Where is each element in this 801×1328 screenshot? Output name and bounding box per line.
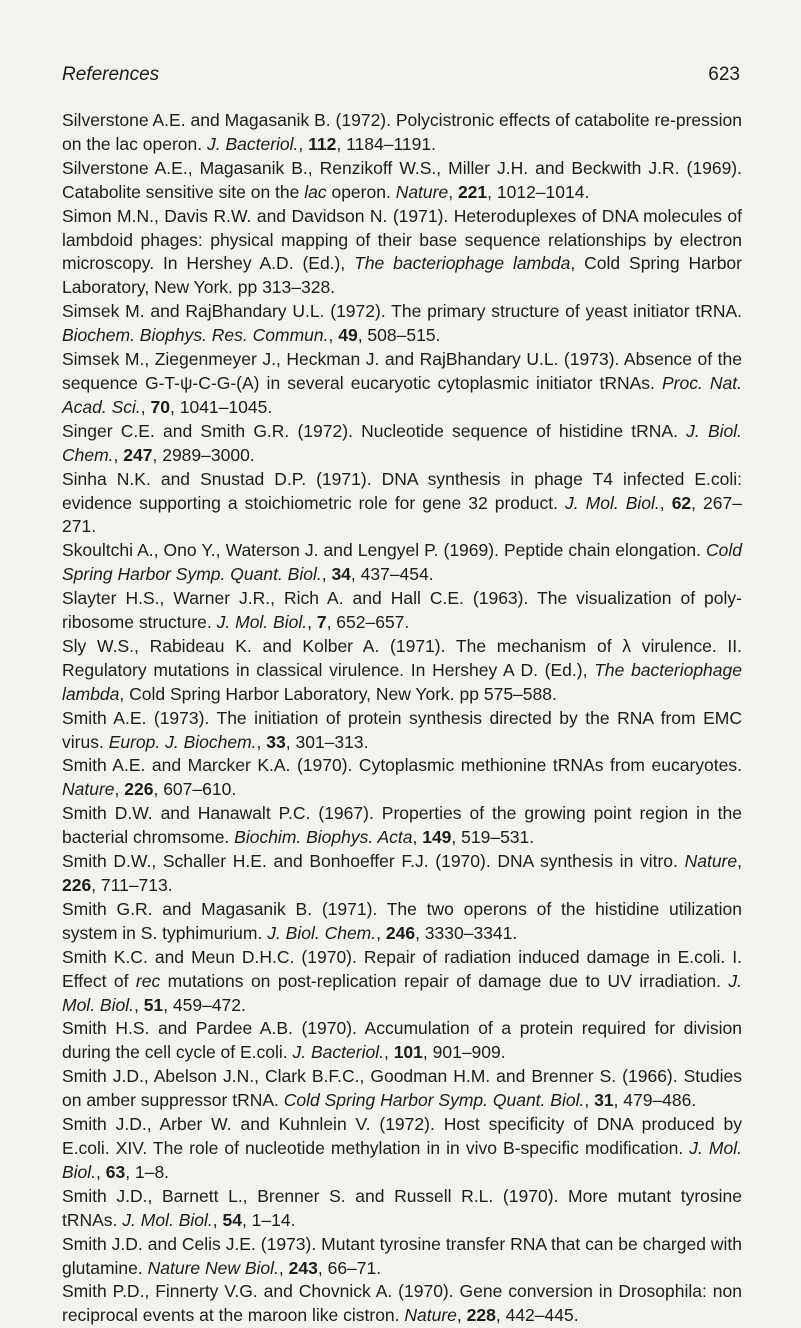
reference-journal: J. Biol. Chem. xyxy=(267,922,377,943)
reference-entry xyxy=(62,635,742,707)
reference-entry xyxy=(62,1185,742,1233)
reference-volume: 62 xyxy=(671,492,692,513)
reference-entry xyxy=(62,468,742,540)
reference-text: Smith J.D., Arber W. and Kuhnlein V. (1972). Host specificity of DNA produced by E.coli. XIV. The role of nucleotide methylation in in vivo B-specific modification. xyxy=(62,1114,742,1158)
reference-text: , xyxy=(456,1305,467,1326)
reference-text: , 607–610. xyxy=(153,779,237,800)
reference-text: Smith A.E. (1973). The initiation of protein synthesis directed by the RNA from EMC virus. xyxy=(62,707,742,752)
reference-list xyxy=(62,109,742,1328)
reference-text: Smith P.D., Finnerty V.G. and Chovnick A. (1970). Gene conversion in Drosophila: non reciprocal events at the maroon like cistron. xyxy=(62,1281,742,1326)
reference-text: , 442–445. xyxy=(495,1305,579,1326)
reference-entry xyxy=(62,850,742,898)
reference-journal: J. Mol. Biol. xyxy=(216,612,308,633)
reference-volume: 70 xyxy=(150,396,170,417)
reference-text: , xyxy=(412,827,423,848)
reference-entry xyxy=(62,205,742,301)
reference-journal: J. Mol. Biol. xyxy=(565,492,660,513)
reference-journal: The bacteriophage lambda xyxy=(354,253,571,274)
reference-entry xyxy=(62,539,742,587)
running-title: References xyxy=(62,64,160,85)
reference-text: Simsek M., Ziegenmeyer J., Heckman J. and RajBhandary U.L. (1973). Absence of the sequence G-T-ψ-C-G-(A) in several eucaryotic cytoplasmic initiator tRNAs. xyxy=(62,349,742,393)
reference-text: , 1012–1014. xyxy=(487,181,590,202)
reference-journal: J. Biol. Chem. xyxy=(62,420,742,465)
reference-text: , 1–14. xyxy=(241,1209,296,1230)
reference-entry xyxy=(62,1280,742,1328)
reference-entry xyxy=(62,300,742,348)
reference-journal: Cold Spring Harbor Symp. Quant. Biol. xyxy=(62,540,742,585)
reference-text: , 3330–3341. xyxy=(415,922,518,943)
reference-volume: 226 xyxy=(62,875,92,895)
reference-text: , xyxy=(113,444,124,465)
reference-text: , Cold Spring Harbor Laboratory, New York. pp 575–588. xyxy=(119,683,557,704)
reference-text: Skoultchi A., Ono Y., Waterson J. and Lengyel P. (1969). Peptide chain elongation. xyxy=(62,540,706,561)
reference-journal: Biochim. Biophys. Acta xyxy=(234,827,413,848)
reference-text: , xyxy=(278,1257,289,1278)
reference-entry xyxy=(62,1233,742,1281)
reference-text: , xyxy=(659,492,672,513)
reference-journal: Nature xyxy=(684,851,738,872)
reference-volume: 149 xyxy=(422,827,452,848)
reference-journal: The bacteriophage lambda xyxy=(62,659,742,704)
reference-journal: lac xyxy=(304,181,327,202)
reference-text: , xyxy=(383,1042,394,1063)
reference-entry xyxy=(62,802,742,850)
reference-text: , xyxy=(737,851,742,872)
reference-volume: 221 xyxy=(457,181,488,202)
reference-volume: 7 xyxy=(316,612,327,633)
reference-journal: Proc. Nat. Acad. Sci. xyxy=(62,372,742,417)
reference-journal: Nature xyxy=(62,779,115,800)
reference-text: Smith D.W., Schaller H.E. and Bonhoeffer F.J. (1970). DNA synthesis in vitro. xyxy=(62,851,685,872)
reference-text: , 267–271. xyxy=(62,492,742,537)
reference-text: Smith H.S. and Pardee A.B. (1970). Accumulation of a protein required for division during the cell cycle of E.coli. xyxy=(62,1018,742,1063)
reference-text: , 1041–1045. xyxy=(170,396,273,417)
reference-journal: J. Bacteriol. xyxy=(292,1042,384,1063)
reference-volume: 246 xyxy=(385,922,416,943)
reference-volume: 243 xyxy=(288,1257,318,1278)
reference-text: , 519–531. xyxy=(451,827,535,848)
reference-volume: 228 xyxy=(466,1305,496,1326)
reference-text: , xyxy=(133,994,144,1015)
reference-text: , 1184–1191. xyxy=(336,133,436,154)
reference-volume: 226 xyxy=(124,779,154,800)
reference-journal: J. Mol. Biol. xyxy=(62,1137,742,1182)
reference-volume: 54 xyxy=(222,1209,242,1230)
reference-text: , xyxy=(140,396,151,417)
reference-text: , 479–486. xyxy=(613,1090,697,1111)
reference-entry xyxy=(62,898,742,946)
reference-journal: Nature xyxy=(395,181,449,202)
reference-text: Sinha N.K. and Snustad D.P. (1971). DNA synthesis in phage T4 infected E.coli: evidence supporting a stoichiometric role for gene 32 product. xyxy=(62,468,742,513)
reference-volume: 51 xyxy=(143,994,164,1015)
reference-text: , xyxy=(114,779,125,800)
reference-text: , 2989–3000. xyxy=(152,444,255,465)
reference-text: Silverstone A.E., Magasanik B., Renzikoff W.S., Miller J.H. and Beckwith J.R. (1969). Catabolite sensitive site on the xyxy=(62,157,742,202)
reference-text: Smith J.D., Abelson J.N., Clark B.F.C., Goodman H.M. and Brenner S. (1966). Studies on amber suppressor tRNA. xyxy=(62,1066,742,1111)
reference-text: , 437–454. xyxy=(350,564,434,585)
reference-text: , xyxy=(307,612,317,633)
reference-entry xyxy=(62,587,742,635)
reference-journal: Nature xyxy=(404,1305,457,1326)
reference-journal: Europ. J. Biochem. xyxy=(108,731,257,752)
reference-text: Simon M.N., Davis R.W. and Davidson N. (1971). Heteroduplexes of DNA molecules of lambdoid phages: physical mapping of their base sequence relationships by electron microscopy. In Hershey A.D. (Ed.), xyxy=(62,205,742,274)
reference-entry xyxy=(62,109,742,157)
reference-volume: 34 xyxy=(331,564,351,585)
reference-entry xyxy=(62,348,742,420)
reference-text: , xyxy=(328,325,339,346)
reference-text: Smith J.D. and Celis J.E. (1973). Mutant tyrosine transfer RNA that can be charged with glutamine. xyxy=(62,1233,742,1278)
reference-volume: 63 xyxy=(105,1161,126,1182)
reference-entry xyxy=(62,1113,742,1185)
reference-text: Silverstone A.E. and Magasanik B. (1972). Polycistronic effects of catabolite re-pression on the lac operon. xyxy=(62,110,742,154)
reference-entry xyxy=(62,707,742,755)
reference-text: Smith K.C. and Meun D.H.C. (1970). Repair of radiation induced damage in E.coli. I. Effect of xyxy=(62,946,742,991)
reference-text: , 711–713. xyxy=(91,875,173,895)
reference-text: operon. xyxy=(326,181,396,202)
reference-volume: 112 xyxy=(308,133,337,154)
reference-text: Slayter H.S., Warner J.R., Rich A. and Hall C.E. (1963). The visualization of poly-ribosome structure. xyxy=(62,588,742,633)
reference-volume: 247 xyxy=(123,444,153,465)
reference-text: Smith J.D., Barnett L., Brenner S. and Russell R.L. (1970). More mutant tyrosine tRNAs. xyxy=(62,1185,742,1230)
reference-text: , 901–909. xyxy=(422,1042,506,1063)
reference-text: , 301–313. xyxy=(285,731,369,752)
reference-text: Sly W.S., Rabideau K. and Kolber A. (1971). The mechanism of λ virulence. II. Regulatory mutations in classical virulence. In Hershey A D. (Ed.), xyxy=(62,635,742,680)
reference-text: Simsek M. and RajBhandary U.L. (1972). The primary structure of yeast initiator tRNA. xyxy=(62,301,742,322)
reference-journal: Biochem. Biophys. Res. Commun. xyxy=(62,325,329,346)
reference-text: , xyxy=(584,1090,595,1111)
reference-entry xyxy=(62,157,742,205)
reference-text: , 66–71. xyxy=(317,1257,382,1278)
reference-journal: J. Mol. Biol. xyxy=(62,970,742,1015)
reference-text: Smith G.R. and Magasanik B. (1971). The two operons of the histidine utilization system in S. typhimurium. xyxy=(62,898,742,943)
reference-entry xyxy=(62,946,742,1018)
reference-text: , Cold Spring Harbor Laboratory, New York. pp 313–328. xyxy=(62,253,742,298)
reference-text: , 508–515. xyxy=(357,325,441,346)
reference-text: Smith D.W. and Hanawalt P.C. (1967). Properties of the growing point region in the bacterial chromsome. xyxy=(62,803,742,848)
reference-volume: 101 xyxy=(393,1042,423,1063)
reference-text: Singer C.E. and Smith G.R. (1972). Nucleotide sequence of histidine tRNA. xyxy=(62,420,687,441)
reference-text: , xyxy=(256,731,267,752)
reference-entry xyxy=(62,420,742,468)
reference-journal: Nature New Biol. xyxy=(147,1257,279,1278)
reference-text: , 1–8. xyxy=(125,1161,170,1182)
reference-text: Smith A.E. and Marcker K.A. (1970). Cytoplasmic methionine tRNAs from eucaryotes. xyxy=(62,755,742,776)
reference-text: mutations on post-replication repair of damage due to UV irradiation. xyxy=(160,970,729,991)
reference-journal: Cold Spring Harbor Symp. Quant. Biol. xyxy=(283,1090,585,1111)
reference-text: , xyxy=(298,133,309,154)
reference-journal: J. Bacteriol. xyxy=(206,133,299,154)
reference-text: , xyxy=(376,922,386,943)
reference-text: , xyxy=(96,1161,106,1182)
reference-journal: rec xyxy=(135,970,161,991)
reference-text: , 459–472. xyxy=(163,994,246,1015)
reference-entry xyxy=(62,1065,742,1113)
reference-volume: 33 xyxy=(266,731,286,752)
reference-entry xyxy=(62,754,742,802)
reference-text: , xyxy=(212,1209,223,1230)
reference-text: , xyxy=(448,181,458,202)
reference-text: , 652–657. xyxy=(326,612,410,633)
page-number: 623 xyxy=(708,64,740,85)
reference-volume: 31 xyxy=(594,1090,614,1111)
reference-entry xyxy=(62,1017,742,1065)
reference-volume: 49 xyxy=(338,325,358,346)
reference-journal: J. Mol. Biol. xyxy=(122,1209,213,1230)
page-header xyxy=(62,64,740,94)
reference-text: , xyxy=(321,564,332,585)
